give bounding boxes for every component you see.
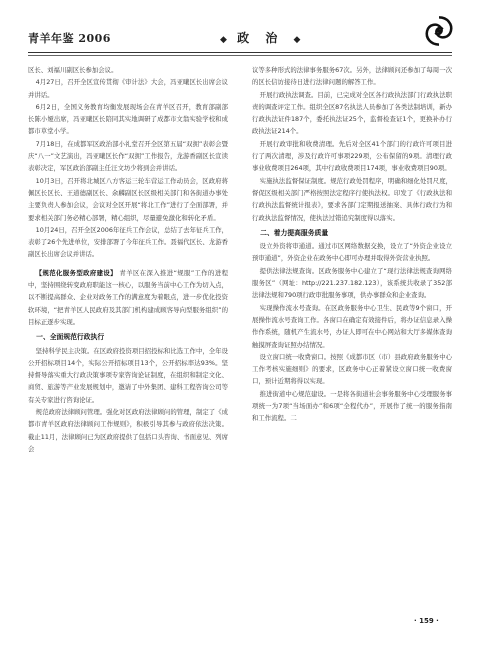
diamond-icon: ◆	[293, 35, 301, 45]
paragraph-with-lead	[28, 267, 228, 328]
running-header	[28, 28, 452, 50]
paragraph: 10月3日，召开将北城区八方客运三轮车营运工作动员会，区政府蒋佩区长区长、王道德副区长、余麟副区长区级相关部门和各街道办事处主要负责人参加会议，会议对全区开展“将北工作”进行了全面部署，并要求相关部门务必精心部署，精心组织，尽量避免激化和转化矛盾。	[28, 176, 228, 222]
paragraph: 规范政府法律顾问管理。强化对区政府法律顾问的管理，制定了《成都市青羊区政府法律顾问工作规则》，积极引导其参与政府依法决策。截止11月，法律顾问已为区政府提供了包括口头咨询、书面意见、列席会	[28, 408, 228, 453]
yearbook-title: 青羊年鉴 2006	[28, 32, 111, 45]
paragraph: 推进街道中心规范建设。一是将各街道社会事务服务中心受理服务事项统一为7项“当场面办”和6项“全程代办”，开展作了统一的服务指南和工作流程。二	[252, 389, 452, 423]
paragraph: 7月18日，在成都军区政治部小礼堂召开全区第五届“双拥”表彰会暨庆“八一”文艺演出，冯亚曦区长作“双拥”工作报告，龙游香副区长宣读表彰决定，军区政治部副主任汪文坊少将到会并讲话。	[28, 139, 228, 173]
paragraph-text: 青羊区在深入推进“规服”工作的进程中，坚持围绕转变政府职能这一核心，以服务当前中心工作为切入点，以不断提高群众、企业对政务工作的满意度为着眼点，进一步优化投资软环境，“把青羊区人民政府及其部门机构建成顾客导向型服务组织”的目标正逐步实现。	[28, 268, 229, 326]
paragraph: 议等多种形式的法律事务服务67次。另外，法律顾问还参加了每周一次的区长信访接待日进行法律问题的解答工作。	[252, 66, 452, 87]
right-column	[252, 64, 452, 425]
left-column	[28, 64, 228, 455]
paragraph: 4月27日，召开全区宣传贯彻《审计法》大会，冯亚曦区长出席会议并讲话。	[28, 78, 228, 99]
page-number: · 159 ·	[414, 617, 439, 625]
paragraph: 设立窗口统一收费窗口。按照《成都市区（市）县政府政务服务中心工作考核实施细则》的要求，区政务中心正着紧设立窗口统一收费窗口，预计近期将得以实现。	[252, 352, 452, 386]
paragraph: 开展行政审批和收费清理。先后对全区41个部门的行政许可项目进行了两次清理，涉及行政许可事项229项，公布保留的9项。清理行政事业收费项目264项，其中行政收费项目174项，事业收费项目90项。	[252, 139, 452, 173]
section-heading: 一、全面规范行政执行	[36, 333, 105, 342]
header-rule	[28, 52, 452, 53]
section-char-left: 政	[237, 31, 256, 45]
paragraph: 10月24日，召开全区2006年征兵工作会议，总结了去年征兵工作，表彰了26个先进单位，安排部署了今年征兵工作。聂福代区长、龙游香副区长出席会议并讲话。	[28, 225, 228, 259]
paragraph: 提供法律法规查询。区政务服务中心建立了“现行法律法规查询网络服务区”（网址：http://221.237.182.123），该系统共收录了352部法律法规和790项行政审批服务事项，供办事群众和企业查询。	[252, 266, 452, 300]
entry-heading: 【规范化服务型政府建设】	[35, 268, 117, 277]
paragraph: 开展行政执法调查。目前，已完成对全区各行政执法部门行政执法职责的调查评定工作。组织全区87名执法人员参加了各类法制培训，新办行政执法证件187个，委托执法证25个，监督检查证1个，更换补办行政执法证214个。	[252, 90, 452, 136]
paragraph: 实施执法监督保证制度。规范行政处罚程序，明确和细化处罚尺度，督促区级相关部门严格按照法定程序行使执法权。印发了《行政执法和行政执法监督统计报表》，要求各部门定期报送抽案、具体行政行为和行政执法监督情况，使执法过错追究制度得以落实。	[252, 176, 452, 222]
section-char-right: 治	[265, 31, 284, 45]
diamond-icon: ◆	[220, 35, 227, 45]
section-title	[220, 29, 300, 46]
header-rule-thin	[28, 55, 452, 56]
paragraph: 设立外资将审通道。通过市区网络数据交换，设立了“外资企业设立预审通道”，外资企业在政务中心即可办理并取得外资营业执照。	[252, 242, 452, 263]
section-heading: 二、着力提高服务质量	[260, 228, 329, 237]
paragraph: 6月2日，全国义务教育均衡发展现场会在青羊区召开，教育部副部长陈小娅出席，冯亚曦区长陪同其实地调研了成都市文翁实验学校和成都市草堂小学。	[28, 102, 228, 136]
swirl-logo-icon	[422, 14, 456, 48]
paragraph: 坚持科学民主决策。在区政府投资项目招投标和比选工作中，全年设公开招标项目14个，实际公开招标项目13个，公开招标率达93%。坚持督导落实重大行政决策事项专家咨询论证制度，在组织和制定文化、商贸、旅游等产业发展规划中，邀请了中外集团、建科工程咨询公司等有关专家进行咨询论证。	[28, 346, 228, 404]
paragraph: 实现操作流水号查询。在区政务服务中心卫生、民政等9个窗口，开展操作流水号查询工作。各窗口在确定有效接件后，将办证信息录入操作作系统，随机产生流水号，办证人即可在中心网站和大厅多媒体查询触摸屏查询证照办结情况。	[252, 303, 452, 349]
paragraph: 区长、刘福川副区长参加会议。	[28, 66, 118, 74]
